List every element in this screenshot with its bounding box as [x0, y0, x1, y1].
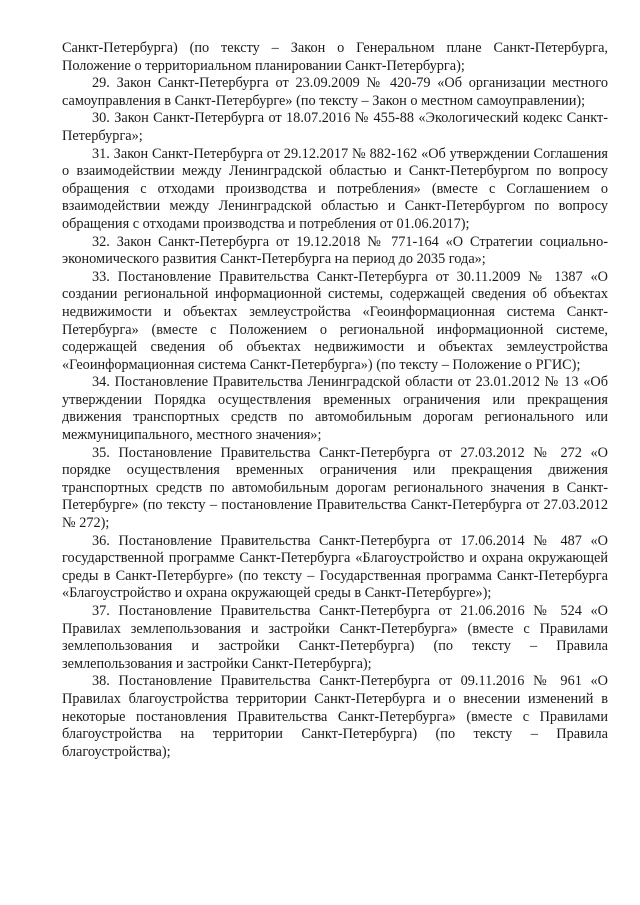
paragraph-item-32: 32. Закон Санкт-Петербурга от 19.12.2018 № 771-164 «О Стратегии социально-экономического развития Санкт-Петербурга на период до 2035 года»;	[62, 233, 608, 268]
paragraph-item-37: 37. Постановление Правительства Санкт-Петербурга от 21.06.2016 № 524 «О Правилах землепользования и застройки Санкт-Петербурга» (вместе с Правилами землепользования и застройки Санкт-Петербурга) (по тексту – Правила землепользования и застройки Санкт-Петербурга);	[62, 603, 608, 672]
paragraph-item-33: 33. Постановление Правительства Санкт-Петербурга от 30.11.2009 № 1387 «О создании региональной информационной системы, содержащей сведения об объектах недвижимости и объектах землеустройства «Геоинформационная система Санкт-Петербурга» (вместе с Положением о региональной информационной системе, содержащей сведения об объектах недвижимости и объектах землеустройства «Геоинформационная система Санкт-Петербурга») (по тексту – Положение о РГИС);	[62, 268, 608, 373]
paragraph-item-35: 35. Постановление Правительства Санкт-Петербурга от 27.03.2012 № 272 «О порядке осуществления временных ограничения или прекращения движения транспортных средств по автомобильным дорогам регионального значения в Санкт-Петербурге» (по тексту – постановление Правительства Санкт-Петербурга от 27.03.2012 № 272);	[62, 444, 608, 532]
paragraph-continuation: Санкт-Петербурга) (по тексту – Закон о Генеральном плане Санкт-Петербурга, Положение о территориальном планировании Санкт-Петербурга);	[62, 40, 608, 74]
paragraph-item-29: 29. Закон Санкт-Петербурга от 23.09.2009 № 420-79 «Об организации местного самоуправления в Санкт-Петербурге» (по тексту – Закон о местном самоуправлении);	[62, 75, 608, 109]
paragraph-item-36: 36. Постановление Правительства Санкт-Петербурга от 17.06.2014 № 487 «О государственной программе Санкт-Петербурга «Благоустройство и охрана окружающей среды в Санкт-Петербурге» (по тексту – Государственная программа Санкт-Петербурга «Благоустройство и охрана окружающей среды в Санкт-Петербурге»);	[62, 532, 608, 602]
paragraph-item-34: 34. Постановление Правительства Ленинградской области от 23.01.2012 № 13 «Об утверждении Порядка осуществления временных ограничения или прекращения движения транспортных средств по автомобильным дорогам регионального или межмуниципального, местного значения»;	[62, 374, 608, 444]
paragraph-item-30: 30. Закон Санкт-Петербурга от 18.07.2016 № 455-88 «Экологический кодекс Санкт-Петербурга»;	[62, 110, 608, 144]
paragraph-item-31: 31. Закон Санкт-Петербурга от 29.12.2017 № 882-162 «Об утверждении Соглашения о взаимодействии между Ленинградской областью и Санкт-Петербургом по вопросу обращения с отходами производства и потребления» (вместе с Соглашением о взаимодействии между Ленинградской областью и Санкт-Петербургом по вопросу обращения с отходами производства и потребления от 01.06.2017);	[62, 145, 608, 232]
paragraph-item-38: 38. Постановление Правительства Санкт-Петербурга от 09.11.2016 № 961 «О Правилах благоустройства территории Санкт-Петербурга и о внесении изменений в некоторые постановления Правительства Санкт-Петербурга» (вместе с Правилами благоустройства на территории Санкт-Петербурга) (по тексту – Правила благоустройства);	[62, 673, 608, 760]
document-page	[62, 40, 608, 761]
